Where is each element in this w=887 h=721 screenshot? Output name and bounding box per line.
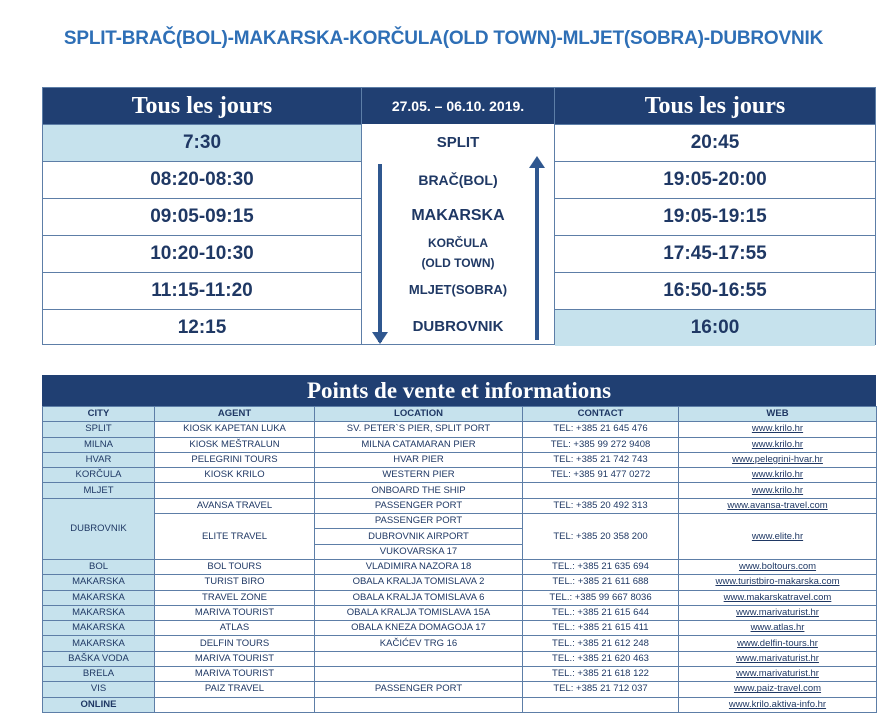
- city-cell: KORČULA: [43, 468, 155, 483]
- city-cell: DUBROVNIK: [43, 498, 155, 559]
- stations-list: [362, 124, 554, 346]
- contact-cell: TEL.: +385 21 611 688: [523, 575, 679, 590]
- location-cell: VUKOVARSKA 17: [315, 544, 523, 559]
- time-cell: 20:45: [555, 124, 875, 161]
- route-title: SPLIT-BRAČ(BOL)-MAKARSKA-KORČULA(OLD TOWN)-MLJET(SOBRA)-DUBROVNIK: [63, 28, 824, 49]
- time-cell: 16:50-16:55: [555, 272, 875, 309]
- web-link[interactable]: www.krilo.hr: [679, 483, 877, 498]
- table-row: [43, 514, 877, 529]
- location-cell: OBALA KNEZA DOMAGOJA 17: [315, 621, 523, 636]
- web-link[interactable]: www.krilo.aktiva-info.hr: [679, 697, 877, 712]
- agent-cell: KIOSK KRILO: [155, 468, 315, 483]
- agent-cell: DELFIN TOURS: [155, 636, 315, 651]
- location-cell: PASSENGER PORT: [315, 514, 523, 529]
- agent-cell: KIOSK KAPETAN LUKA: [155, 422, 315, 437]
- location-cell: PASSENGER PORT: [315, 682, 523, 697]
- table-row: [43, 452, 877, 467]
- web-link[interactable]: www.marivaturist.hr: [679, 605, 877, 620]
- agent-cell: BOL TOURS: [155, 559, 315, 574]
- location-cell: VLADIMIRA NAZORA 18: [315, 559, 523, 574]
- column-header: CITY: [43, 407, 155, 422]
- outbound-header: Tous les jours: [43, 88, 361, 124]
- time-cell: 16:00: [555, 309, 875, 346]
- agent-cell: [155, 483, 315, 498]
- date-range-header: 27.05. – 06.10. 2019.: [362, 88, 554, 124]
- schedule-table: [42, 87, 876, 345]
- return-header: Tous les jours: [555, 88, 875, 124]
- time-cell: 7:30: [43, 124, 361, 161]
- contact-cell: TEL.: +385 99 667 8036: [523, 590, 679, 605]
- contact-cell: TEL.: +385 21 615 411: [523, 621, 679, 636]
- location-cell: [315, 651, 523, 666]
- web-link[interactable]: www.krilo.hr: [679, 422, 877, 437]
- web-link[interactable]: www.paiz-travel.com: [679, 682, 877, 697]
- web-link[interactable]: www.boltours.com: [679, 559, 877, 574]
- sales-points-table: [42, 406, 877, 713]
- outbound-column: [42, 87, 362, 345]
- city-cell: HVAR: [43, 452, 155, 467]
- time-cell: 08:20-08:30: [43, 161, 361, 198]
- web-link[interactable]: www.atlas.hr: [679, 621, 877, 636]
- contact-cell: TEL: +385 20 358 200: [523, 514, 679, 560]
- agent-cell: [155, 697, 315, 712]
- time-cell: 17:45-17:55: [555, 235, 875, 272]
- contact-cell: TEL: +385 91 477 0272: [523, 468, 679, 483]
- contact-cell: TEL.: +385 21 615 644: [523, 605, 679, 620]
- web-link[interactable]: www.krilo.hr: [679, 437, 877, 452]
- web-link[interactable]: www.elite.hr: [679, 514, 877, 560]
- web-link[interactable]: www.marivaturist.hr: [679, 651, 877, 666]
- location-cell: HVAR PIER: [315, 452, 523, 467]
- location-cell: DUBROVNIK AIRPORT: [315, 529, 523, 544]
- web-link[interactable]: www.turistbiro-makarska.com: [679, 575, 877, 590]
- table-row: [43, 575, 877, 590]
- time-cell: 12:15: [43, 309, 361, 346]
- city-cell: MAKARSKA: [43, 575, 155, 590]
- location-cell: PASSENGER PORT: [315, 498, 523, 513]
- column-header: CONTACT: [523, 407, 679, 422]
- time-cell: 09:05-09:15: [43, 198, 361, 235]
- city-cell: BAŠKA VODA: [43, 651, 155, 666]
- time-cell: 19:05-20:00: [555, 161, 875, 198]
- city-cell: MAKARSKA: [43, 590, 155, 605]
- contact-cell: TEL.: +385 21 618 122: [523, 667, 679, 682]
- time-cell: 19:05-19:15: [555, 198, 875, 235]
- contact-cell: TEL: +385 21 645 476: [523, 422, 679, 437]
- table-row: [43, 590, 877, 605]
- web-link[interactable]: www.avansa-travel.com: [679, 498, 877, 513]
- column-header: WEB: [679, 407, 877, 422]
- station-label: MAKARSKA: [411, 207, 505, 224]
- location-cell: [315, 697, 523, 712]
- table-row: [43, 682, 877, 697]
- table-row: [43, 605, 877, 620]
- return-column: [554, 87, 876, 345]
- table-row: [43, 437, 877, 452]
- station-label: (OLD TOWN): [421, 256, 495, 270]
- table-row: [43, 559, 877, 574]
- station-label: BRAČ(BOL): [418, 172, 498, 188]
- web-link[interactable]: www.makarskatravel.com: [679, 590, 877, 605]
- location-cell: [315, 667, 523, 682]
- contact-cell: TEL.: +385 21 620 463: [523, 651, 679, 666]
- web-link[interactable]: www.pelegrini-hvar.hr: [679, 452, 877, 467]
- table-row: [43, 468, 877, 483]
- table-row: [43, 636, 877, 651]
- location-cell: KAČIĆEV TRG 16: [315, 636, 523, 651]
- agent-cell: ELITE TRAVEL: [155, 514, 315, 560]
- location-cell: SV. PETER`S PIER, SPLIT PORT: [315, 422, 523, 437]
- city-cell: MAKARSKA: [43, 621, 155, 636]
- location-cell: ONBOARD THE SHIP: [315, 483, 523, 498]
- agent-cell: TURIST BIRO: [155, 575, 315, 590]
- city-cell: ONLINE: [43, 697, 155, 712]
- dubrovnik-group: [43, 498, 877, 559]
- agent-cell: PAIZ TRAVEL: [155, 682, 315, 697]
- table-row: [43, 697, 877, 712]
- city-cell: MLJET: [43, 483, 155, 498]
- time-cell: 10:20-10:30: [43, 235, 361, 272]
- time-cell: 11:15-11:20: [43, 272, 361, 309]
- station-label: DUBROVNIK: [412, 318, 504, 335]
- location-cell: OBALA KRALJA TOMISLAVA 15A: [315, 605, 523, 620]
- station-label: SPLIT: [436, 134, 480, 151]
- table-row: [43, 498, 877, 513]
- column-header: AGENT: [155, 407, 315, 422]
- agent-cell: MARIVA TOURIST: [155, 651, 315, 666]
- contact-cell: TEL: +385 21 742 743: [523, 452, 679, 467]
- station-label: KORČULA: [428, 236, 488, 250]
- location-cell: WESTERN PIER: [315, 468, 523, 483]
- info-title: Points de vente et informations: [42, 375, 876, 406]
- city-cell: MILNA: [43, 437, 155, 452]
- city-cell: BOL: [43, 559, 155, 574]
- city-cell: SPLIT: [43, 422, 155, 437]
- city-cell: VIS: [43, 682, 155, 697]
- contact-cell: TEL: +385 99 272 9408: [523, 437, 679, 452]
- table-row: [43, 483, 877, 498]
- location-cell: MILNA CATAMARAN PIER: [315, 437, 523, 452]
- web-link[interactable]: www.krilo.hr: [679, 468, 877, 483]
- agent-cell: KIOSK MEŠTRALUN: [155, 437, 315, 452]
- agent-cell: ATLAS: [155, 621, 315, 636]
- contact-cell: [523, 483, 679, 498]
- contact-cell: TEL: +385 20 492 313: [523, 498, 679, 513]
- table-row: [43, 651, 877, 666]
- table-row: [43, 621, 877, 636]
- station-label: MLJET(SOBRA): [408, 282, 508, 297]
- table-header-row: [43, 407, 877, 422]
- contact-cell: TEL.: +385 21 612 248: [523, 636, 679, 651]
- contact-cell: TEL: +385 21 712 037: [523, 682, 679, 697]
- contact-cell: [523, 697, 679, 712]
- table-row: [43, 422, 877, 437]
- arrow-up-icon: [535, 166, 539, 340]
- city-cell: BRELA: [43, 667, 155, 682]
- location-cell: OBALA KRALJA TOMISLAVA 2: [315, 575, 523, 590]
- city-cell: MAKARSKA: [43, 636, 155, 651]
- web-link[interactable]: www.marivaturist.hr: [679, 667, 877, 682]
- contact-cell: TEL.: +385 21 635 694: [523, 559, 679, 574]
- agent-cell: MARIVA TOURIST: [155, 667, 315, 682]
- column-header: LOCATION: [315, 407, 523, 422]
- agent-cell: PELEGRINI TOURS: [155, 452, 315, 467]
- agent-cell: AVANSA TRAVEL: [155, 498, 315, 513]
- city-cell: MAKARSKA: [43, 605, 155, 620]
- arrow-down-icon: [378, 164, 382, 342]
- location-cell: OBALA KRALJA TOMISLAVA 6: [315, 590, 523, 605]
- agent-cell: TRAVEL ZONE: [155, 590, 315, 605]
- stations-column: [362, 87, 554, 345]
- agent-cell: MARIVA TOURIST: [155, 605, 315, 620]
- table-row: [43, 667, 877, 682]
- web-link[interactable]: www.delfin-tours.hr: [679, 636, 877, 651]
